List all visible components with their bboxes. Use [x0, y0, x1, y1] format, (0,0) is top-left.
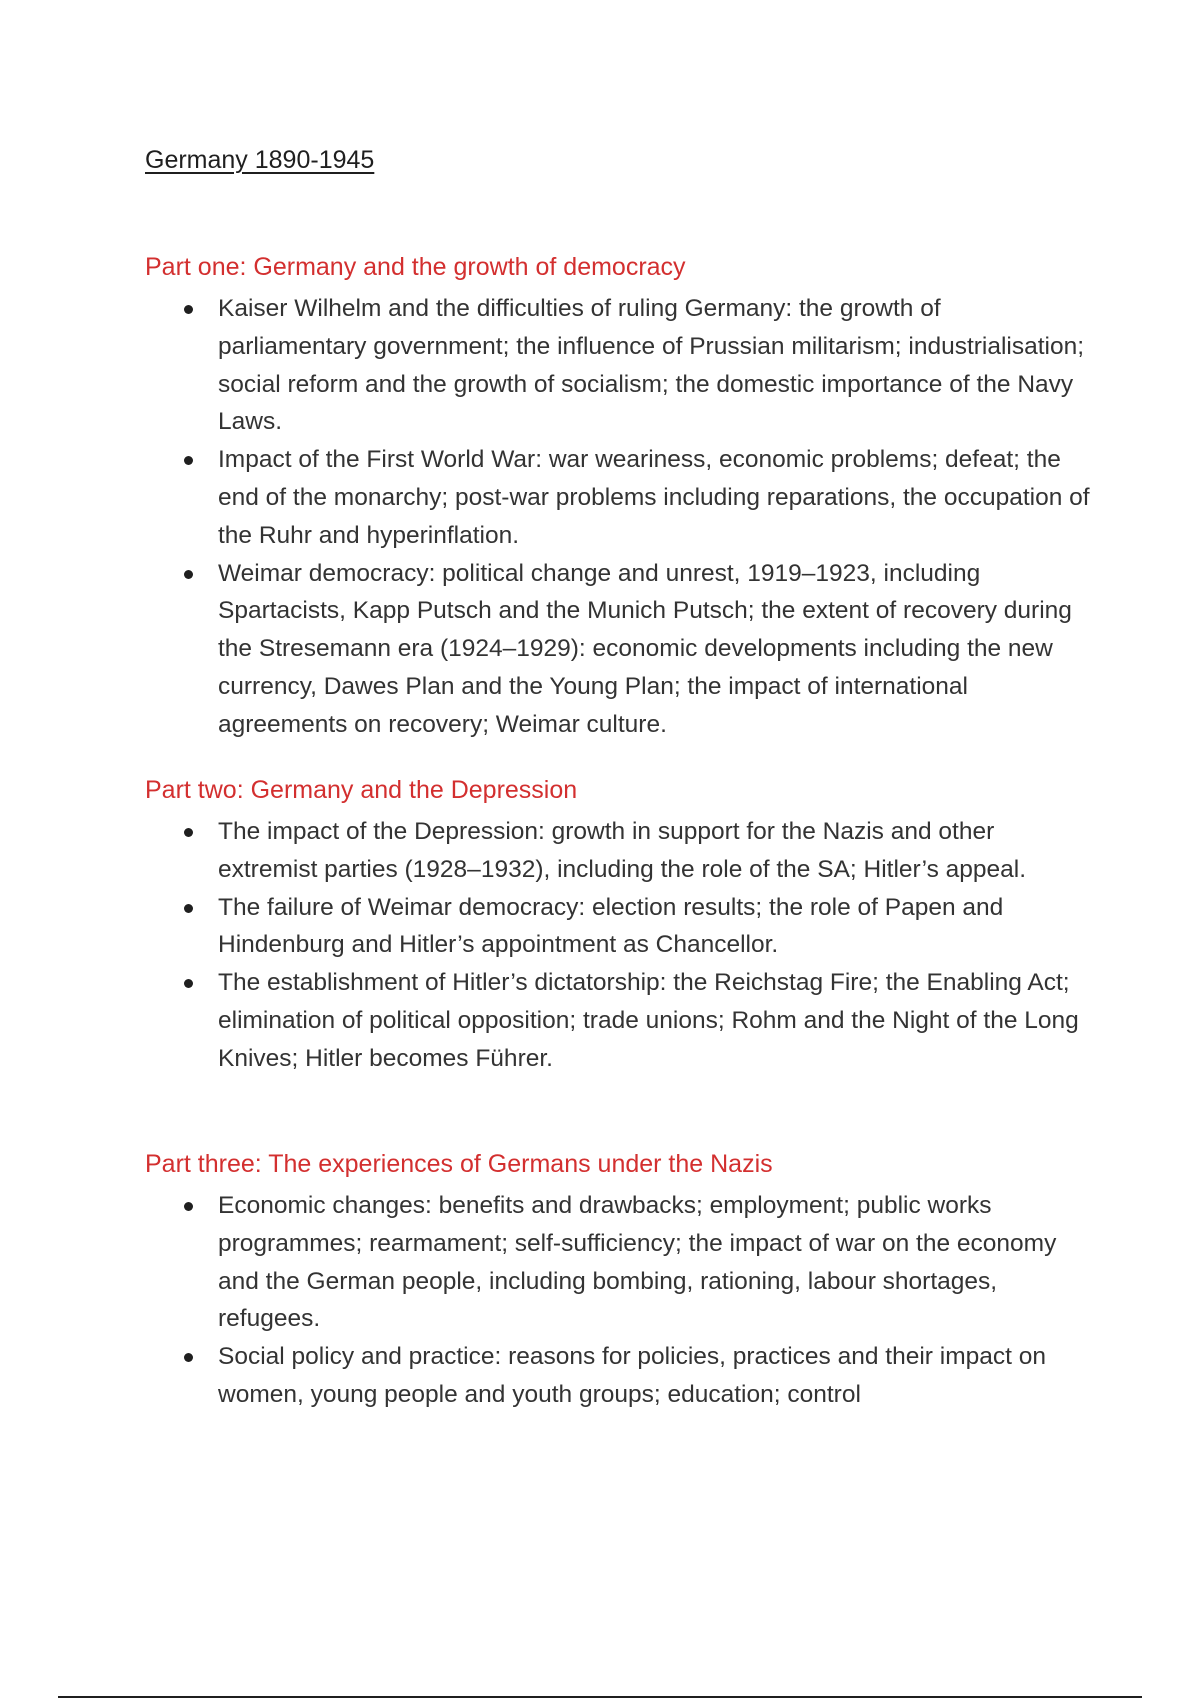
section-heading: Part two: Germany and the Depression: [145, 776, 578, 804]
bullet-icon: [184, 305, 193, 314]
list-item: [145, 1187, 1095, 1338]
list-item-text: Economic changes: benefits and drawbacks; employment; public works programmes; rearmament; self-sufficiency; the impact of war on the economy and the German people, including bombing, rationing, labour shortages, refugees.: [218, 1192, 1057, 1333]
page-bottom-divider: [58, 1696, 1142, 1698]
bullet-icon: [184, 570, 193, 579]
list-item: [145, 441, 1095, 554]
list-item-text: The failure of Weimar democracy: election results; the role of Papen and Hindenburg and Hitler’s appointment as Chancellor.: [218, 893, 1004, 959]
bullet-icon: [184, 828, 193, 837]
section-heading: Part three: The experiences of Germans under the Nazis: [145, 1150, 773, 1178]
list-item: [145, 1338, 1095, 1414]
list-item: [145, 813, 1095, 889]
section-part-two: [145, 771, 1095, 1078]
list-item: [145, 889, 1095, 965]
bullet-icon: [184, 456, 193, 465]
page-title: Germany 1890-1945: [145, 146, 375, 174]
section-part-three: [145, 1145, 1095, 1414]
list-item-text: The establishment of Hitler’s dictatorship: the Reichstag Fire; the Enabling Act; elimination of political opposition; trade unions; Rohm and the Night of the Long Knives; Hitler becomes Führer.: [218, 969, 1079, 1072]
bullet-list: [145, 1187, 1095, 1414]
list-item-text: Weimar democracy: political change and unrest, 1919–1923, including Spartacists, Kapp Putsch and the Munich Putsch; the extent of recovery during the Stresemann era (1924–1929): economic developments including the new currency, Dawes Plan and the Young Plan; the impact of international agreements on recovery; Weimar culture.: [218, 559, 1072, 738]
bullet-list: [145, 813, 1095, 1078]
bullet-icon: [184, 904, 193, 913]
list-item-text: Social policy and practice: reasons for policies, practices and their impact on women, young people and youth groups; education; control: [218, 1343, 1046, 1408]
bullet-list: [145, 290, 1095, 744]
list-item: [145, 964, 1095, 1077]
list-item: [145, 555, 1095, 744]
section-part-one: [145, 248, 1095, 744]
bullet-icon: [184, 979, 193, 988]
section-heading: Part one: Germany and the growth of democracy: [145, 253, 686, 281]
bullet-icon: [184, 1202, 193, 1211]
bullet-icon: [184, 1353, 193, 1362]
list-item-text: Kaiser Wilhelm and the difficulties of ruling Germany: the growth of parliamentary government; the influence of Prussian militarism; industrialisation; social reform and the growth of socialism; the domestic importance of the Navy Laws.: [218, 295, 1085, 436]
list-item-text: Impact of the First World War: war weariness, economic problems; defeat; the end of the monarchy; post-war problems including reparations, the occupation of the Ruhr and hyperinflation.: [218, 446, 1090, 549]
list-item: [145, 290, 1095, 441]
list-item-text: The impact of the Depression: growth in support for the Nazis and other extremist parties (1928–1932), including the role of the SA; Hitler’s appeal.: [218, 818, 1027, 883]
